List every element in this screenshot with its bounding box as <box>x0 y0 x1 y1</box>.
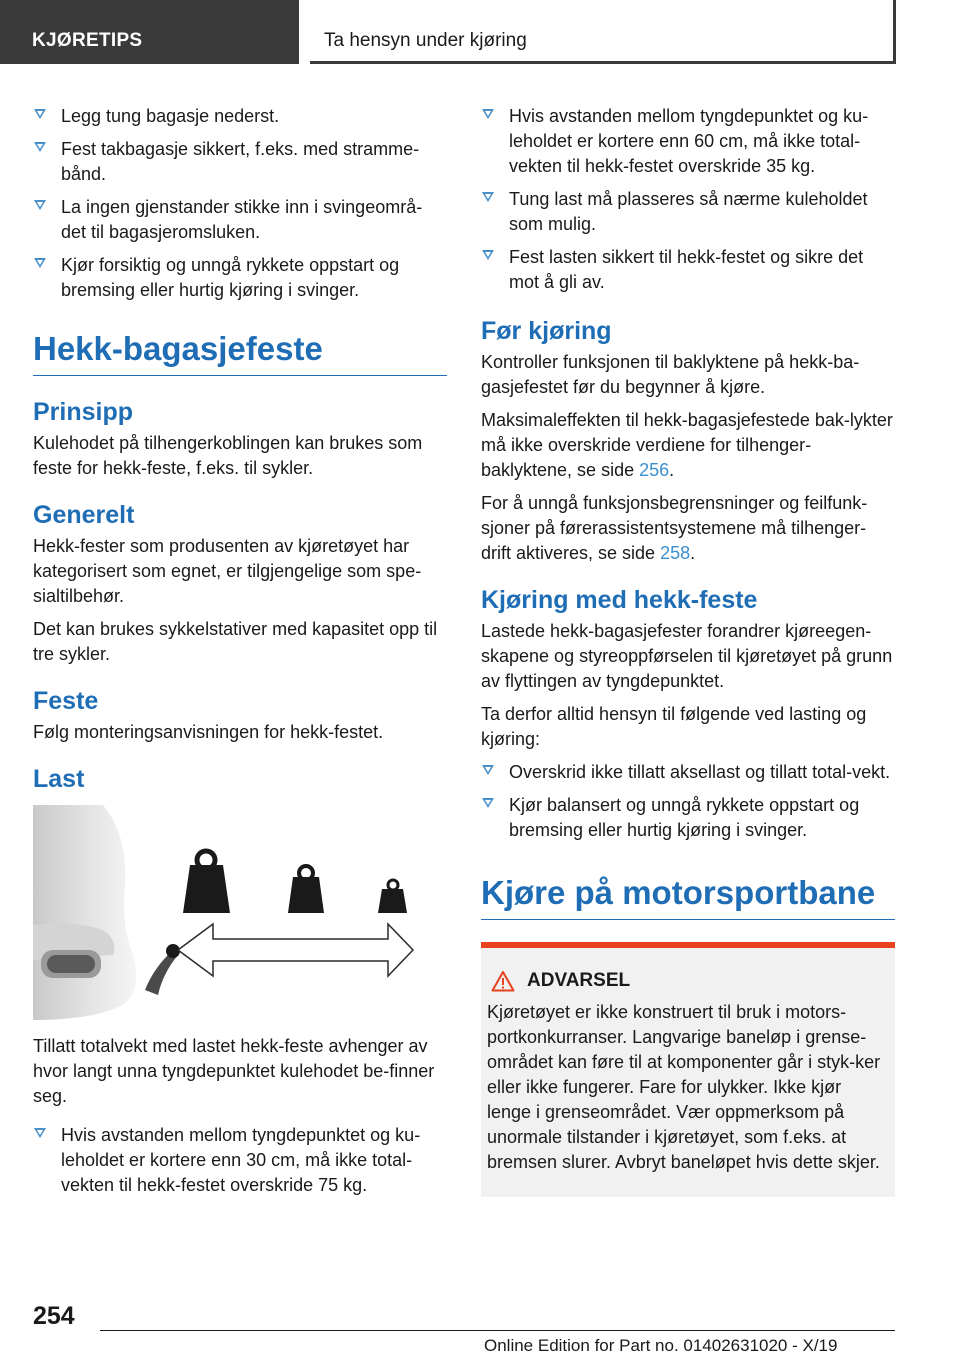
list-item: Fest takbagasje sikkert, f.eks. med stramme-bånd. <box>33 137 447 187</box>
bullet-triangle-icon <box>482 765 494 775</box>
heading-for-kjoring: Før kjøring <box>481 317 612 345</box>
heading-kjoring-med-hekk-feste: Kjøring med hekk-feste <box>481 586 758 614</box>
bullet-triangle-icon <box>482 798 494 808</box>
list-item: Kjør balansert og unngå rykkete oppstart og bremsing eller hurtig kjøring i svinger. <box>481 793 895 843</box>
bullet-list-bottom-right <box>481 760 895 843</box>
bullet-triangle-icon <box>34 1128 46 1138</box>
generelt-text-2: Det kan brukes sykkelstativer med kapasitet opp til tre sykler. <box>33 619 438 664</box>
bullet-triangle-icon <box>34 109 46 119</box>
page-link-258[interactable]: 258 <box>660 543 691 563</box>
list-item: La ingen gjenstander stikke inn i svingeområ-det til bagasjeromsluken. <box>33 195 447 245</box>
kjoring-text-2: Ta derfor alltid hensyn til følgende ved lasting og kjøring: <box>481 704 867 749</box>
heading-last: Last <box>33 765 85 793</box>
bullet-triangle-icon <box>34 142 46 152</box>
kjoring-text-1: Lastede hekk-bagasjefester forandrer kjøreegen-skapene og styreoppførselen til kjøretøyet på grunn av flyttingen av tyngdepunktet. <box>481 621 893 691</box>
heading-feste: Feste <box>33 687 99 715</box>
section-title: Ta hensyn under kjøring <box>324 30 527 51</box>
list-item: Hvis avstanden mellom tyngdepunktet og ku-leholdet er kortere enn 60 cm, må ikke total-vekten til hekk-festet overskride 35 kg. <box>481 104 895 179</box>
warning-box <box>481 942 895 1197</box>
right-column <box>481 104 895 1197</box>
footer-edition: Online Edition for Part no. 01402631020 - X/19 <box>484 1336 838 1355</box>
list-item: Hvis avstanden mellom tyngdepunktet og ku-leholdet er kortere enn 30 cm, må ikke total-vekten til hekk-festet overskride 75 kg. <box>33 1123 447 1198</box>
page-number: 254 <box>33 1302 75 1330</box>
left-column <box>33 104 447 1206</box>
bullet-triangle-icon <box>482 109 494 119</box>
list-item: Tung last må plasseres så nærme kuleholdet som mulig. <box>481 187 895 237</box>
last-text: Tillatt totalvekt med lastet hekk-feste avhenger av hvor langt unna tyngdepunktet kulehodet be-finner seg. <box>33 1036 435 1106</box>
bullet-triangle-icon <box>482 192 494 202</box>
bullet-list-bottom-left <box>33 1123 447 1198</box>
warning-text: Kjøretøyet er ikke konstruert til bruk i motors-portkonkurranser. Langvarige baneløp i grense-området kan føre til at komponenter går i styk-ker eller ikke fungerer. Fare for ulykker. Ikke kjør lenge i grenseområdet. Vær oppmerksom på unormale tilstander i kjøretøyet, som f.eks. at bremsen slurer. Avbryt baneløpet hvis dette skjer. <box>487 1002 881 1172</box>
heading-hekk-bagasjefeste: Hekk-bagasjefeste <box>33 329 447 376</box>
section-header <box>310 0 896 64</box>
chapter-tab <box>0 0 299 64</box>
footer-divider <box>100 1330 895 1331</box>
feste-text: Følg monteringsanvisningen for hekk-festet. <box>33 722 384 742</box>
tow-hitch-weights-icon <box>33 805 447 1020</box>
for-kjoring-text-3: For å unngå funksjonsbegrensninger og feilfunk-sjoner på førerassistentsystemene må tilhenger-drift aktiveres, se side 258. <box>481 493 868 563</box>
heading-prinsipp: Prinsipp <box>33 398 134 426</box>
bullet-list-top-left <box>33 104 447 303</box>
generelt-text-1: Hekk-fester som produsenten av kjøretøyet har kategorisert som egnet, er tilgjengelige som spe-sialtilbehør. <box>33 536 422 606</box>
bullet-triangle-icon <box>34 200 46 210</box>
bullet-list-top-right <box>481 104 895 295</box>
page-link-256[interactable]: 256 <box>639 460 670 480</box>
chapter-title: KJØRETIPS <box>32 30 143 51</box>
prinsipp-text: Kulehodet på tilhengerkoblingen kan brukes som feste for hekk-feste, f.eks. til sykler. <box>33 433 423 478</box>
list-item: Fest lasten sikkert til hekk-festet og sikre det mot å gli av. <box>481 245 895 295</box>
heading-generelt: Generelt <box>33 501 135 529</box>
list-item: Kjør forsiktig og unngå rykkete oppstart og bremsing eller hurtig kjøring i svinger. <box>33 253 447 303</box>
for-kjoring-text-2: Maksimaleffekten til hekk-bagasjefestede bak-lykter må ikke overskride verdiene for tilhenger-baklyktene, se side 256. <box>481 410 893 480</box>
load-weights-illustration <box>33 805 447 1020</box>
warning-title: ADVARSEL <box>487 970 887 992</box>
warning-triangle-icon <box>491 970 515 992</box>
list-item: Legg tung bagasje nederst. <box>33 104 447 129</box>
list-item: Overskrid ikke tillatt aksellast og tillatt total-vekt. <box>481 760 895 785</box>
bullet-triangle-icon <box>34 258 46 268</box>
bullet-triangle-icon <box>482 250 494 260</box>
for-kjoring-text-1: Kontroller funksjonen til baklyktene på hekk-ba-gasjefestet før du begynner å kjøre. <box>481 352 860 397</box>
heading-kjore-pa-motorsportbane: Kjøre på motorsportbane <box>481 873 895 920</box>
